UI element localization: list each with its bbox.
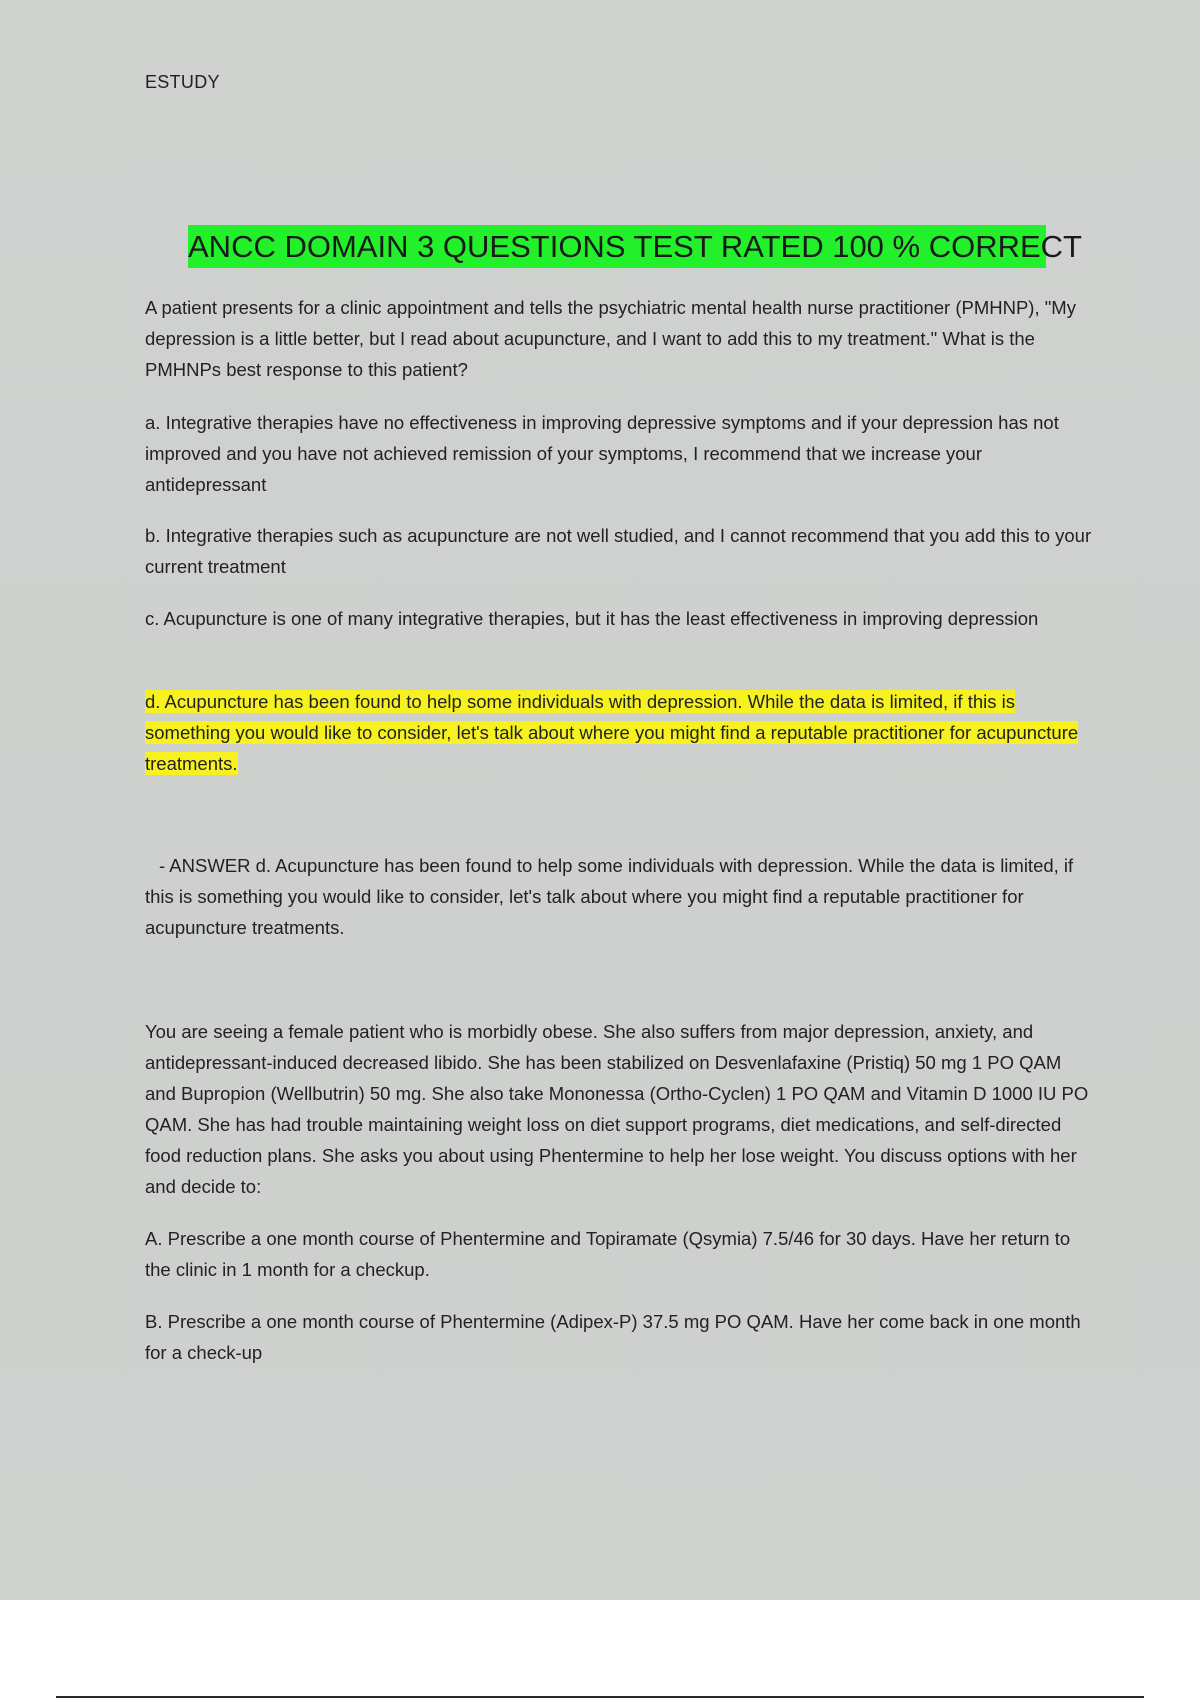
question-1-option-c: c. Acupuncture is one of many integrative therapies, but it has the least effectiveness in improving depression	[145, 608, 1039, 629]
document-title: ANCC DOMAIN 3 QUESTIONS TEST RATED 100 % CORRECT	[188, 229, 1082, 264]
question-2-option-b: B. Prescribe a one month course of Phentermine (Adipex-P) 37.5 mg PO QAM. Have her come back in one month for a check-up	[145, 1311, 1081, 1363]
question-1-stem: A patient presents for a clinic appointment and tells the psychiatric mental health nurse practitioner (PMHNP), "My depression is a little better, but I read about acupuncture, and I want to add this to my treatment." What is the PMHNPs best response to this patient?	[145, 297, 1076, 380]
question-2-option-a: A. Prescribe a one month course of Phentermine and Topiramate (Qsymia) 7.5/46 for 30 days. Have her return to the clinic in 1 month for a checkup.	[145, 1228, 1071, 1280]
question-1-option-a: a. Integrative therapies have no effectiveness in improving depressive symptoms and if your depression has not improved and you have not achieved remission of your symptoms, I recommend that we increase your antidepressant	[145, 412, 1059, 495]
highlighted-correct-option: d. Acupuncture has been found to help some individuals with depression. While the data is limited, if this is something you would like to consider, let's talk about where you might find a reputable practitioner for acupuncture treatments.	[145, 691, 1079, 774]
question-2-stem: You are seeing a female patient who is morbidly obese. She also suffers from major depression, anxiety, and antidepressant-induced decreased libido. She has been stabilized on Desvenlafaxine (Pristiq) 50 mg 1 PO QAM and Bupropion (Wellbutrin) 50 mg. She also take Mononessa (Ortho-Cyclen) 1 PO QAM and Vitamin D 1000 IU PO QAM. She has had trouble maintaining weight loss on diet support programs, diet medications, and self-directed food reduction plans. She asks you about using Phentermine to help her lose weight. You discuss options with her and decide to:	[145, 1021, 1089, 1197]
question-1-answer: - ANSWER d. Acupuncture has been found to help some individuals with depression. While the data is limited, if this is something you would like to consider, let's talk about where you might find a reputable practitioner for acupuncture treatments.	[145, 855, 1074, 938]
title-highlight	[188, 225, 1082, 268]
footer-divider	[56, 1696, 1144, 1698]
question-1-option-d-highlighted	[145, 686, 1095, 779]
question-1-option-b: b. Integrative therapies such as acupuncture are not well studied, and I cannot recommend that you add this to your current treatment	[145, 525, 1092, 577]
header-brand: ESTUDY	[145, 72, 220, 92]
